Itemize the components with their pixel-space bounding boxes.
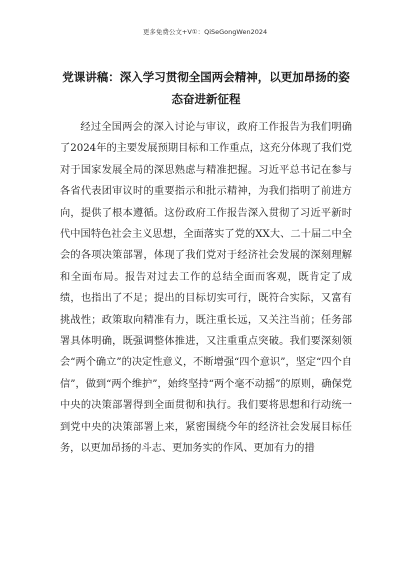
document-title: 党课讲稿：深入学习贯彻全国两会精神，以更加昂扬的姿态奋进新征程 <box>62 70 350 106</box>
header-note: 更多免费公文+V①：QiSeGongWen2024 <box>142 28 268 36</box>
body-paragraph: 经过全国两会的深入讨论与审议，政府工作报告为我们明确了2024年的主要发展预期目标和工作重点，这充分体现了我们党对于国家发展全局的深思熟虑与精准把握。习近平总书记在参与各省代表团审议时的重要指示和批示精神，为我们指明了前进方向，提供了根本遵循。这份政府工作报告深入贯彻了习近平新时代中国特色社会主义思想，全面落实了党的XX大、二十届二中全会的各项决策部署，体现了我们党对于经济社会发展的深刻理解和全面布局。报告对过去工作的总结全面而客观，既肯定了成绩，也指出了不足；提出的目标切实可行，既符合实际，又富有挑战性；政策取向精准有力，既注重长远，又关注当前；任务部署具体明确，既强调整体推进，又注重重点突破。我们要深刻领会“两个确立”的决定性意义，不断增强“四个意识”，坚定“四个自信”，做到“两个维护”，始终坚持“两个毫不动摇”的原则，确保党中央的决策部署得到全面贯彻和执行。我们要将思想和行动统一到党中央的决策部署上来，紧密围绕今年的经济社会发展目标任务，以更加昂扬的斗志、更加务实的作风、更加有力的措 <box>60 122 352 455</box>
